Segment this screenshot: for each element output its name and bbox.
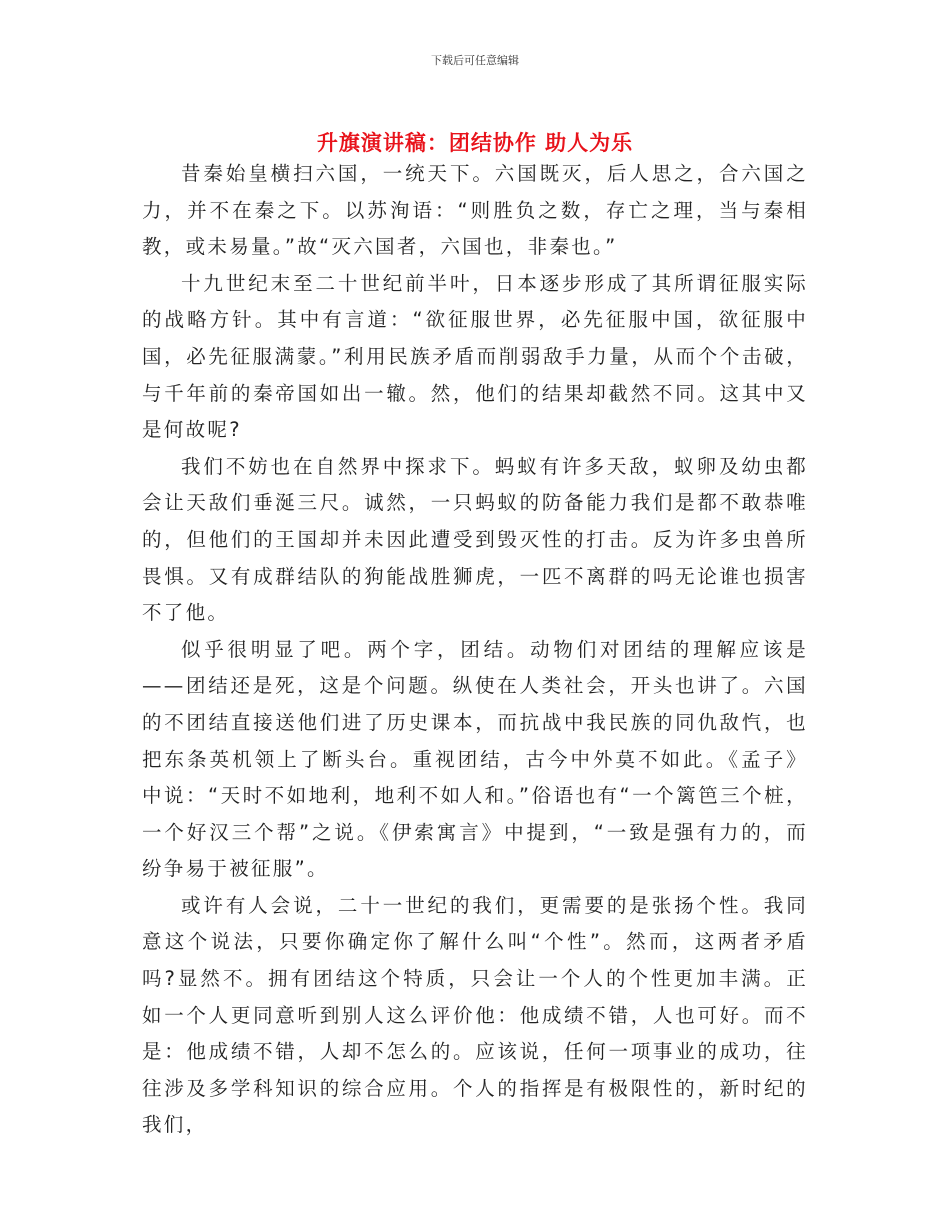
document-title: 升旗演讲稿：团结协作 助人为乐 xyxy=(316,131,634,156)
paragraph-1: 昔秦始皇横扫六国，一统天下。六国既灭，后人思之，合六国之力，并不在秦之下。以苏洵语：“则胜负之数，存亡之理，当与秦相教，或未易量。”故“灭六国者，六国也，非秦也。” xyxy=(142,162,808,259)
paragraph-2: 十九世纪末至二十世纪前半叶，日本逐步形成了其所谓征服实际的战略方针。其中有言道：“欲征服世界，必先征服中国，欲征服中国，必先征服满蒙。”利用民族矛盾而削弱敌手力量，从而个个击破，与千年前的秦帝国如出一辙。然，他们的结果却截然不同。这其中又是何故呢? xyxy=(142,271,808,442)
page-header-note: 下载后可任意编辑 xyxy=(431,54,519,67)
paragraph-3: 我们不妨也在自然界中探求下。蚂蚁有许多天敌，蚁卵及幼虫都会让天敌们垂涎三尺。诚然，一只蚂蚁的防备能力我们是都不敢恭唯的，但他们的王国却并未因此遭受到毁灭性的打击。反为许多虫兽所畏惧。又有成群结队的狗能战胜狮虎，一匹不离群的吗无论谁也损害不了他。 xyxy=(142,454,808,625)
paragraph-4: 似乎很明显了吧。两个字，团结。动物们对团结的理解应该是——团结还是死，这是个问题。纵使在人类社会，开头也讲了。六国的不团结直接送他们进了历史课本，而抗战中我民族的同仇敌忾，也把东条英机领上了断头台。重视团结，古今中外莫不如此。《孟子》中说：“天时不如地利，地利不如人和。”俗语也有“一个篱笆三个桩，一个好汉三个帮”之说。《伊索寓言》中提到，“一致是强有力的，而纷争易于被征服”。 xyxy=(142,637,808,881)
paragraph-5: 或许有人会说，二十一世纪的我们，更需要的是张扬个性。我同意这个说法，只要你确定你了解什么叫“个性”。然而，这两者矛盾吗?显然不。拥有团结这个特质，只会让一个人的个性更加丰满。正如一个人更同意听到别人这么评价他：他成绩不错，人也可好。而不是：他成绩不错，人却不怎么的。应该说，任何一项事业的成功，往往涉及多学科知识的综合应用。个人的指挥是有极限性的，新时纪的我们， xyxy=(142,893,808,1137)
document-body xyxy=(142,156,808,1144)
